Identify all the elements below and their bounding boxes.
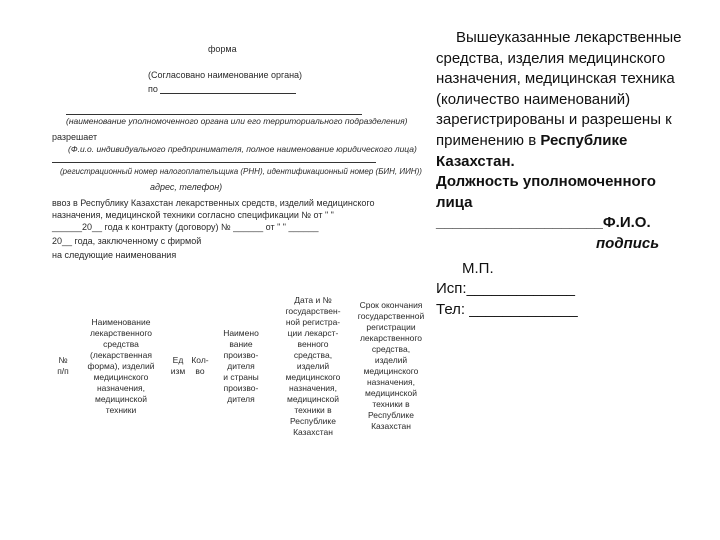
col-name: Наименование лекарственного средства (лекарственная форма), изделий медицинского назначения, медицинской техники xyxy=(87,316,155,415)
approval-statement xyxy=(436,28,720,320)
body-line-5: на следующие наименования xyxy=(52,250,177,260)
entrepreneur-blank-line xyxy=(52,162,376,163)
statement-line-4: (количество наименований) xyxy=(436,90,631,108)
body-line-3: ______20__ года к контракту (договору) № ______ от " " ______ xyxy=(52,222,319,232)
entrepreneur-caption: (Ф.и.о. индивидуального предпринимателя, полное наименование юридического лица) xyxy=(68,144,417,154)
col-number: № п/п xyxy=(57,355,69,376)
stamp-label: М.П. xyxy=(462,259,494,277)
permits-label: разрешает xyxy=(52,132,98,142)
position-line-2: лица xyxy=(436,193,473,211)
fio-label: Ф.И.О. xyxy=(602,214,651,232)
agreed-line-2: по xyxy=(148,84,158,94)
signature-label: подпись xyxy=(596,234,660,252)
body-line-1: ввоз в Республику Казахстан лекарственных средств, изделий медицинского xyxy=(52,198,375,208)
statement-line-5: зарегистрированы и разрешены к xyxy=(436,111,672,129)
statement-line-6-text: применению в xyxy=(436,131,541,149)
authority-caption: (наименование уполномоченного органа или его территориального подразделения) xyxy=(66,116,408,126)
statement-country-word: Республике xyxy=(540,131,628,149)
identifiers-caption: (регистрационный номер налогоплательщика (РНН), идентификационный номер (БИН, ИИН)) xyxy=(60,167,422,176)
executor-line: Исп:_____________ xyxy=(436,280,576,298)
statement-line-2: средства, изделия медицинского xyxy=(436,49,666,67)
statement-line-3: назначения, медицинская техника xyxy=(436,70,675,88)
form-type-label: форма xyxy=(208,44,237,54)
col-manufacturer: Наимено вание произво- дителя и страны произво- дителя xyxy=(223,327,259,404)
position-line-1: Должность уполномоченного xyxy=(436,173,656,191)
phone-line: Тел: _____________ xyxy=(436,300,578,318)
statement-line-1: Вышеуказанные лекарственные xyxy=(456,29,682,46)
fio-line xyxy=(436,213,720,234)
statement-line-7: Казахстан. xyxy=(436,152,515,170)
address-caption: адрес, телефон) xyxy=(150,182,223,192)
agreed-underline xyxy=(160,93,296,94)
body-line-2: назначения, медицинской техники согласно спецификации № от " " xyxy=(52,210,334,220)
goods-table-header xyxy=(52,270,426,462)
col-unit: Ед изм xyxy=(170,355,186,376)
body-line-4: 20__ года, заключенному с фирмой xyxy=(52,236,202,246)
authority-blank-line xyxy=(66,114,362,115)
col-registration-end: Срок окончания государственной регистрации лекарственного средства, изделий медицинского назначения, медицинской техники в Республике Казахстан xyxy=(357,300,425,431)
statement-line-6 xyxy=(436,131,720,152)
col-registration: Дата и № государствен- ной регистра- ции лекарст- венного средства, изделий медицинского назначения, медицинской техники в Республике Казахстан xyxy=(285,294,341,437)
agreed-line-1: (Согласовано наименование органа) xyxy=(148,70,303,80)
fio-blank: ____________________ xyxy=(436,214,603,232)
col-quantity: Кол- во xyxy=(191,355,209,376)
